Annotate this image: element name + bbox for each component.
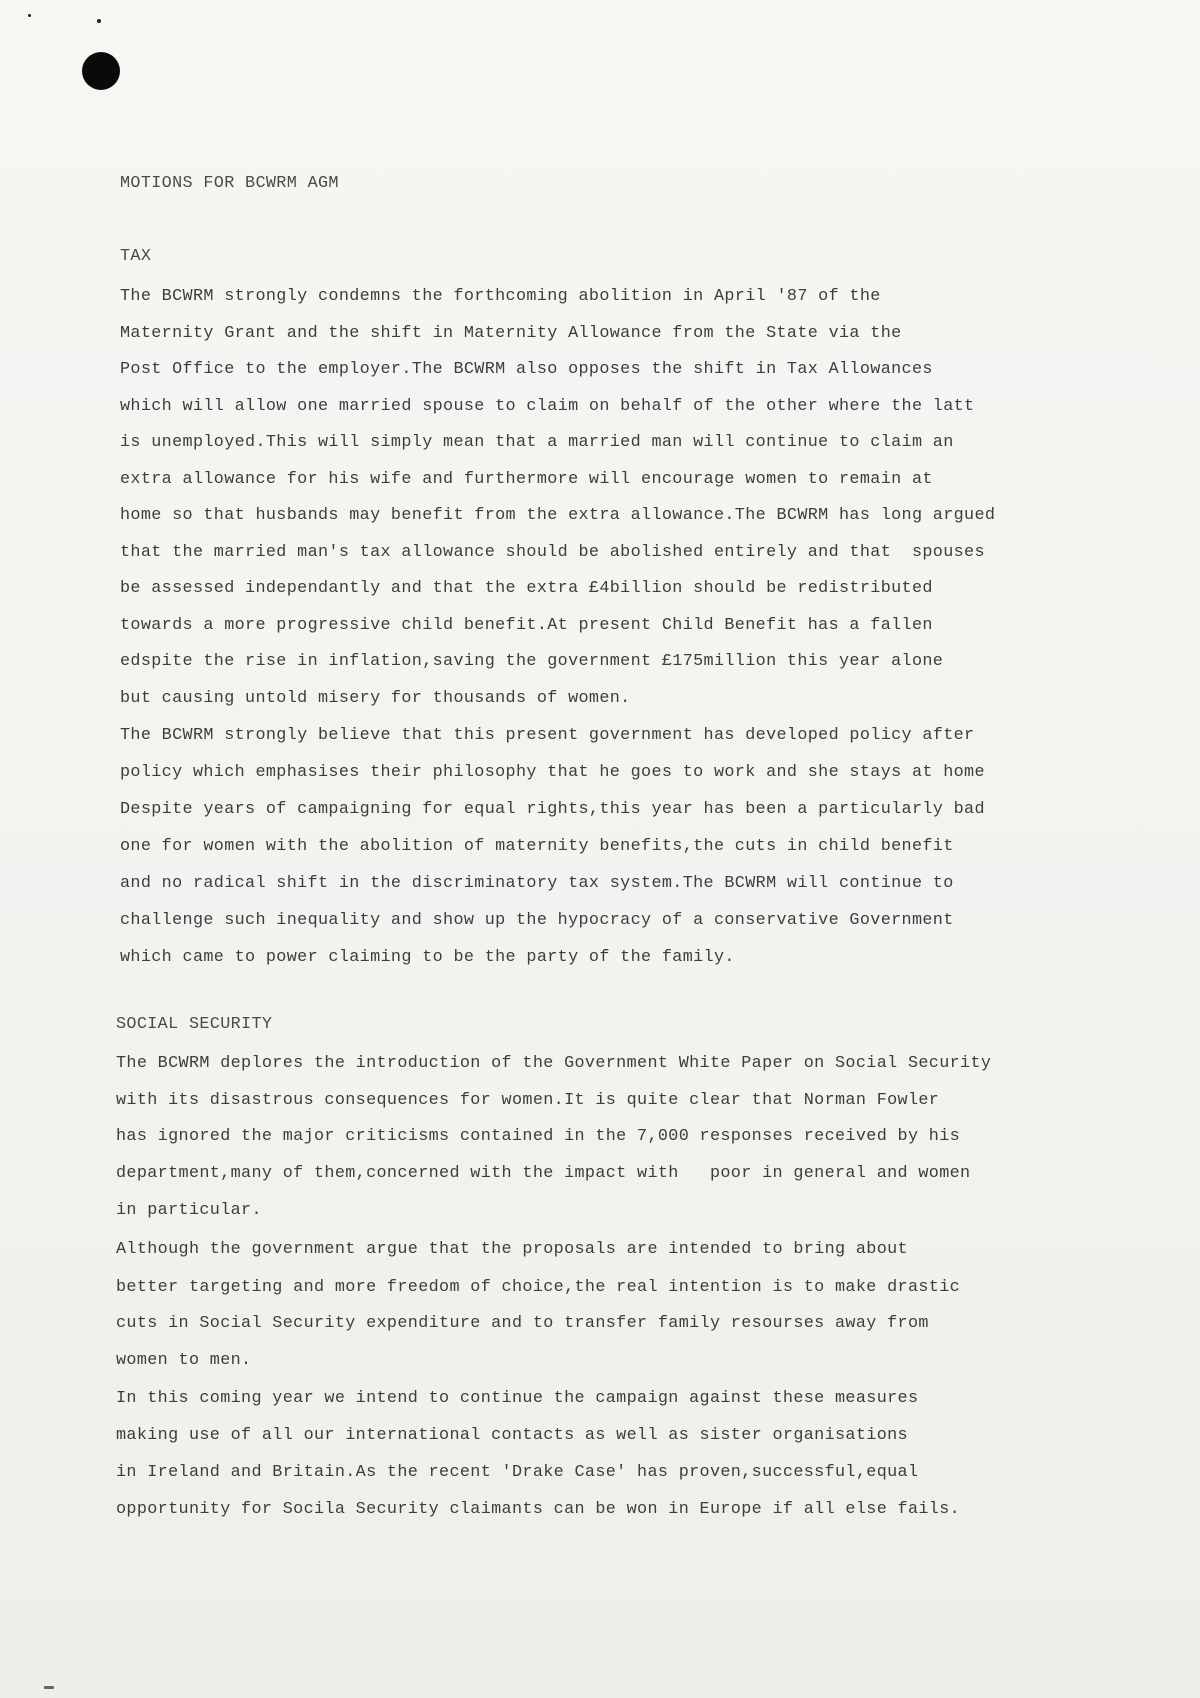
tax-line: that the married man's tax allowance should be abolished entirely and that spouses xyxy=(120,543,985,562)
tax-line: which will allow one married spouse to claim on behalf of the other where the latt xyxy=(120,397,975,416)
tax-line: but causing untold misery for thousands of women. xyxy=(120,689,631,708)
tax-line: challenge such inequality and show up the hypocracy of a conservative Government xyxy=(120,911,954,930)
punch-hole xyxy=(82,52,120,90)
social-security-line: cuts in Social Security expenditure and to transfer family resourses away from xyxy=(116,1314,929,1333)
social-security-line: Although the government argue that the proposals are intended to bring about xyxy=(116,1240,908,1259)
tax-line: Despite years of campaigning for equal rights,this year has been a particularly bad xyxy=(120,800,985,819)
tax-line: which came to power claiming to be the party of the family. xyxy=(120,948,735,967)
tax-line: be assessed independantly and that the extra £4billion should be redistributed xyxy=(120,579,933,598)
tax-line: extra allowance for his wife and furthermore will encourage women to remain at xyxy=(120,470,933,489)
paper-speck xyxy=(28,14,31,17)
tax-line: towards a more progressive child benefit.At present Child Benefit has a fallen xyxy=(120,616,933,635)
social-security-line: with its disastrous consequences for women.It is quite clear that Norman Fowler xyxy=(116,1091,940,1110)
tax-line: Post Office to the employer.The BCWRM also opposes the shift in Tax Allowances xyxy=(120,360,933,379)
social-security-line: In this coming year we intend to continue the campaign against these measures xyxy=(116,1389,919,1408)
paper-speck xyxy=(44,1686,54,1689)
tax-line: is unemployed.This will simply mean that a married man will continue to claim an xyxy=(120,433,954,452)
section-heading-tax: TAX xyxy=(120,247,152,266)
tax-line: edspite the rise in inflation,saving the government £175million this year alone xyxy=(120,652,944,671)
tax-line: Maternity Grant and the shift in Maternity Allowance from the State via the xyxy=(120,324,902,343)
tax-line: and no radical shift in the discriminatory tax system.The BCWRM will continue to xyxy=(120,874,954,893)
document-title: MOTIONS FOR BCWRM AGM xyxy=(120,174,339,193)
section-heading-social-security: SOCIAL SECURITY xyxy=(116,1015,273,1034)
tax-line: home so that husbands may benefit from the extra allowance.The BCWRM has long argued xyxy=(120,506,996,525)
tax-line: policy which emphasises their philosophy that he goes to work and she stays at home xyxy=(120,763,985,782)
social-security-line: has ignored the major criticisms contained in the 7,000 responses received by his xyxy=(116,1127,961,1146)
social-security-line: making use of all our international contacts as well as sister organisations xyxy=(116,1426,908,1445)
tax-line: The BCWRM strongly believe that this present government has developed policy after xyxy=(120,726,975,745)
social-security-line: women to men. xyxy=(116,1351,252,1370)
social-security-line: The BCWRM deplores the introduction of the Government White Paper on Social Security xyxy=(116,1054,992,1073)
social-security-line: in particular. xyxy=(116,1201,262,1220)
social-security-line: better targeting and more freedom of choice,the real intention is to make drastic xyxy=(116,1278,961,1297)
tax-line: one for women with the abolition of maternity benefits,the cuts in child benefit xyxy=(120,837,954,856)
social-security-line: department,many of them,concerned with the impact with poor in general and women xyxy=(116,1164,971,1183)
social-security-line: in Ireland and Britain.As the recent 'Drake Case' has proven,successful,equal xyxy=(116,1463,919,1482)
tax-line: The BCWRM strongly condemns the forthcoming abolition in April '87 of the xyxy=(120,287,881,306)
social-security-line: opportunity for Socila Security claimants can be won in Europe if all else fails. xyxy=(116,1500,961,1519)
paper-speck xyxy=(97,19,101,23)
